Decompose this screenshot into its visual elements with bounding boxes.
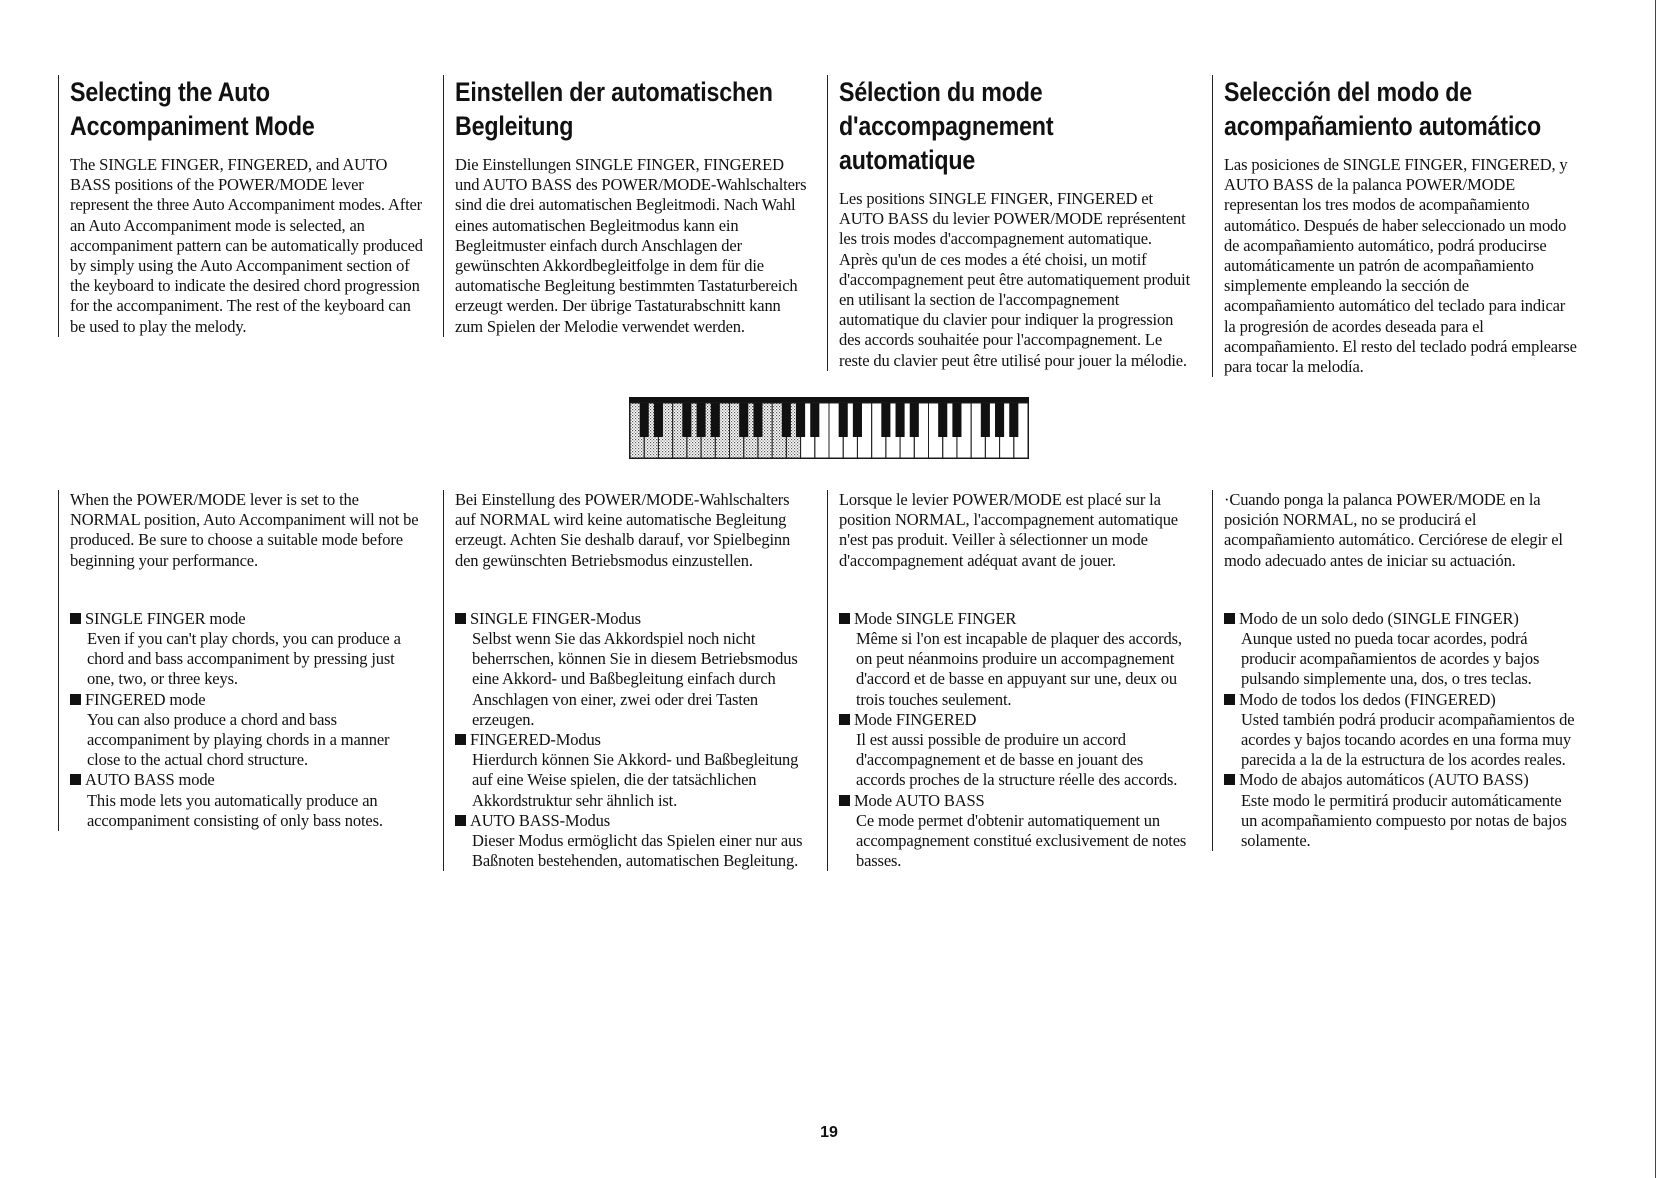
mode-label: Modo de un solo dedo (SINGLE FINGER)	[1239, 608, 1519, 628]
bullet-icon	[1224, 613, 1235, 624]
mode-label: SINGLE FINGER mode	[85, 608, 246, 628]
black-key	[753, 403, 762, 437]
mode-item	[839, 791, 1192, 872]
mode-item	[70, 690, 423, 771]
bullet-icon	[839, 795, 850, 806]
mode-item	[70, 770, 423, 831]
mode-item	[1224, 609, 1577, 690]
mode-list-spanish	[1224, 609, 1577, 851]
mode-label: FINGERED mode	[85, 689, 206, 709]
black-key	[952, 403, 961, 437]
black-key	[853, 403, 862, 437]
black-key	[697, 403, 706, 437]
black-key	[938, 403, 947, 437]
mode-description: This mode lets you automatically produce an accompaniment consisting of only bass notes.	[87, 790, 383, 830]
heading-english: Selecting the Auto Accompaniment Mode	[70, 77, 315, 141]
black-key	[640, 403, 649, 437]
heading-spanish: Selección del modo de acompañamiento automático	[1224, 77, 1541, 141]
note-spanish: ·Cuando ponga la palanca POWER/MODE en la posición NORMAL, no se producirá el acompañamiento automático. Cerciórese de elegir el modo adecuado antes de iniciar su actuación.	[1224, 490, 1563, 570]
column-french-intro	[827, 75, 1192, 371]
bullet-icon	[455, 734, 466, 745]
mode-item	[839, 609, 1192, 710]
mode-description: Même si l'on est incapable de plaquer des accords, on peut néanmoins produire un accompagnement d'accord et de basse en appuyant sur une, deux ou trois touches seulement.	[856, 629, 1182, 709]
mode-label: Modo de todos los dedos (FINGERED)	[1239, 689, 1496, 709]
bullet-icon	[839, 714, 850, 725]
intro-french: Les positions SINGLE FINGER, FINGERED et AUTO BASS du levier POWER/MODE représentent les trois modes d'accompagnement automatique. Après qu'un de ces modes a été choisi, un motif d'accompagnement peut être automatiquement produit en utilisant la section de l'accompagnement automatique du clavier pour indiquer la progression des accords souhaitée pour l'accompagnement. Le reste du clavier peut être utilisé pour jouer la mélodie.	[839, 189, 1191, 370]
column-spanish-modes	[1212, 490, 1577, 851]
black-key	[839, 403, 848, 437]
keyboard-svg	[629, 397, 1029, 459]
mode-description: Il est aussi possible de produire un accord d'accompagnement et de basse en jouant des accords proches de la structure réelle des accords.	[856, 730, 1178, 790]
heading-german: Einstellen der automatischen Begleitung	[455, 77, 773, 141]
mode-label: SINGLE FINGER-Modus	[470, 608, 641, 628]
black-key	[654, 403, 663, 437]
column-french-modes	[827, 490, 1192, 871]
page-edge-line	[1655, 0, 1657, 1178]
intro-german: Die Einstellungen SINGLE FINGER, FINGERED und AUTO BASS des POWER/MODE-Wahlschalters sind die drei automatischen Begleitmodi. Nach Wahl eines automatischen Begleitmodus kann ein Begleitmuster einfach durch Anschlagen der gewünschten Akkordbegleitfolge in dem für die automatische Begleitung bestimmten Tastaturbereich erzeugt werden. Der übrige Tastaturabschnitt kann zum Spielen der Melodie verwendet werden.	[455, 155, 807, 336]
mode-label: Modo de abajos automáticos (AUTO BASS)	[1239, 770, 1529, 790]
mode-description: You can also produce a chord and bass accompaniment by playing chords in a manner close to the actual chord structure.	[87, 709, 390, 770]
mode-item	[1224, 770, 1577, 851]
mode-description: Aunque usted no pueda tocar acordes, podrá producir acompañamientos de acordes y bajos pulsando simplemente una, dos, o tres teclas.	[1241, 629, 1540, 689]
mode-label: Mode SINGLE FINGER	[854, 608, 1017, 628]
mode-list-english	[70, 609, 423, 831]
mode-item	[839, 710, 1192, 791]
mode-description: Dieser Modus ermöglicht das Spielen einer nur aus Baßnoten bestehenden, automatischen Begleitung.	[472, 831, 803, 871]
black-key	[881, 403, 890, 437]
mode-description: Este modo le permitirá producir automáticamente un acompañamiento compuesto por notas de bajos solamente.	[1241, 790, 1567, 851]
black-key	[782, 403, 791, 437]
bullet-icon	[1224, 694, 1235, 705]
mode-description: Selbst wenn Sie das Akkordspiel noch nicht beherrschen, können Sie in diesem Betriebsmodus eine Akkord- und Baßbegleitung einfach durch Anschlagen von einer, zwei oder drei Tasten erzeugen.	[472, 629, 798, 729]
bullet-icon	[1224, 774, 1235, 785]
black-key	[796, 403, 805, 437]
note-french: Lorsque le levier POWER/MODE est placé sur la position NORMAL, l'accompagnement automatique n'est pas produit. Veiller à sélectionner un mode d'accompagnement adéquat avant de jouer.	[839, 490, 1178, 570]
column-german-modes	[443, 490, 808, 871]
mode-label: FINGERED-Modus	[470, 730, 601, 750]
black-key	[739, 403, 748, 437]
heading-french: Sélection du mode d'accompagnement automatique	[839, 77, 1054, 175]
mode-item	[455, 811, 808, 872]
black-key	[910, 403, 919, 437]
black-key	[810, 403, 819, 437]
mode-item	[455, 609, 808, 730]
page-number: 19	[820, 1124, 838, 1141]
mode-list-french	[839, 609, 1192, 872]
column-german-intro	[443, 75, 808, 337]
intro-spanish: Las posiciones de SINGLE FINGER, FINGERED, y AUTO BASS de la palanca POWER/MODE representan los tres modos de acompañamiento automático. Después de haber seleccionado un modo de acompañamiento automático, podrá producirse automáticamente un patrón de acompañamiento simplemente empleando la sección de acompañamiento automático del teclado para indicar la progresión de acordes deseada para el acompañamiento. El resto del teclado podrá emplearse para tocar la melodía.	[1224, 155, 1577, 377]
column-english-modes	[58, 490, 423, 831]
bullet-icon	[455, 815, 466, 826]
keyboard-illustration	[629, 397, 1029, 459]
note-german: Bei Einstellung des POWER/MODE-Wahlschalters auf NORMAL wird keine automatische Begleitung erzeugt. Achten Sie deshalb darauf, vor Spielbeginn den gewünschten Betriebsmodus einzustellen.	[455, 490, 791, 570]
mode-label: AUTO BASS mode	[85, 770, 215, 790]
mode-description: Hierdurch können Sie Akkord- und Baßbegleitung auf eine Weise spielen, die der tatsächlichen Akkordstruktur sehr ähnlich ist.	[472, 750, 799, 810]
mode-label: Mode FINGERED	[854, 709, 977, 729]
mode-description: Usted también podrá producir acompañamientos de acordes y bajos tocando acordes en una forma muy parecida a la de la estructura de los acordes reales.	[1241, 709, 1575, 770]
bullet-icon	[70, 694, 81, 705]
bullet-icon	[455, 613, 466, 624]
column-spanish-intro	[1212, 75, 1577, 377]
black-key	[1009, 403, 1018, 437]
black-key	[981, 403, 990, 437]
black-key	[682, 403, 691, 437]
bullet-icon	[839, 613, 850, 624]
bullet-icon	[70, 774, 81, 785]
note-english: When the POWER/MODE lever is set to the NORMAL position, Auto Accompaniment will not be produced. Be sure to choose a suitable mode before beginning your performance.	[70, 490, 419, 570]
mode-label: AUTO BASS-Modus	[470, 810, 611, 830]
mode-label: Mode AUTO BASS	[854, 790, 985, 810]
mode-list-german	[455, 609, 808, 872]
black-key	[711, 403, 720, 437]
mode-item	[1224, 690, 1577, 771]
mode-item	[455, 730, 808, 811]
column-english-intro	[58, 75, 423, 337]
intro-english: The SINGLE FINGER, FINGERED, and AUTO BASS positions of the POWER/MODE lever represent the three Auto Accompaniment modes. After an Auto Accompaniment mode is selected, an accompaniment pattern can be automatically produced by simply using the Auto Accompaniment section of the keyboard to indicate the desired chord progression for the accompaniment. The rest of the keyboard can be used to play the melody.	[70, 155, 423, 336]
mode-description: Ce mode permet d'obtenir automatiquement un accompagnement constitué exclusivement de notes basses.	[856, 810, 1187, 871]
mode-item	[70, 609, 423, 690]
mode-description: Even if you can't play chords, you can produce a chord and bass accompaniment by pressing just one, two, or three keys.	[87, 629, 401, 689]
black-key	[995, 403, 1004, 437]
black-key	[896, 403, 905, 437]
bullet-icon	[70, 613, 81, 624]
